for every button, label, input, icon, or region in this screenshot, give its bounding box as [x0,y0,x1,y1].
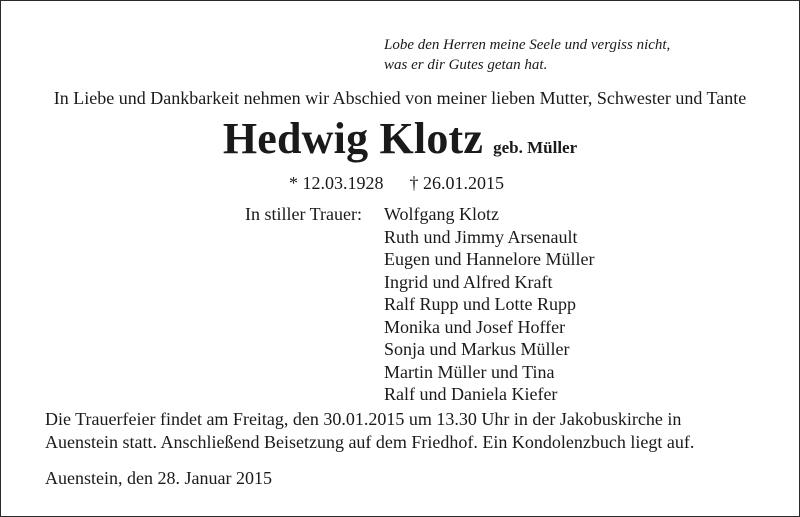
mourner-name: Ingrid und Alfred Kraft [384,271,553,292]
mourner-name: Martin Müller und Tina [384,361,555,382]
verse-line-2: was er dir Gutes getan hat. [384,57,548,73]
mourner-name: Wolfgang Klotz [384,204,500,224]
mourning-label: In stiller Trauer: [245,204,362,224]
deceased-name: Hedwig Klotz [222,114,484,163]
mourner-name: Sonja und Markus Müller [384,339,570,359]
verse-line-1: Lobe den Herren meine Seele und vergiss nicht, [384,37,671,53]
service-information [45,408,694,454]
maiden-name: geb. Müller [493,138,578,157]
intro-text: In Liebe und Dankbarkeit nehmen wir Abschied von meiner lieben Mutter, Schwester und Tante [53,88,747,108]
place-and-date: Auenstein, den 28. Januar 2015 [45,468,272,488]
mourner-name: Ruth und Jimmy Arsenault [384,226,578,247]
mourners-list [384,203,594,406]
death-date: † 26.01.2015 [409,173,504,193]
deceased-name-line [1,114,799,164]
life-dates [289,172,504,194]
mourner-name: Eugen und Hannelore Müller [384,249,595,269]
birth-date: * 12.03.1928 [289,173,384,193]
mourner-name: Ralf Rupp und Lotte Rupp [384,294,576,314]
service-line-1: Die Trauerfeier findet am Freitag, den 30.01.2015 um 13.30 Uhr in der Jakobuskirche in [45,409,682,429]
bible-verse [384,35,670,75]
service-line-2: Auenstein statt. Anschließend Beisetzung auf dem Friedhof. Ein Kondolenzbuch liegt auf. [45,432,695,452]
mourner-name: Ralf und Daniela Kiefer [384,384,558,404]
mourner-name: Monika und Josef Hoffer [384,316,566,337]
